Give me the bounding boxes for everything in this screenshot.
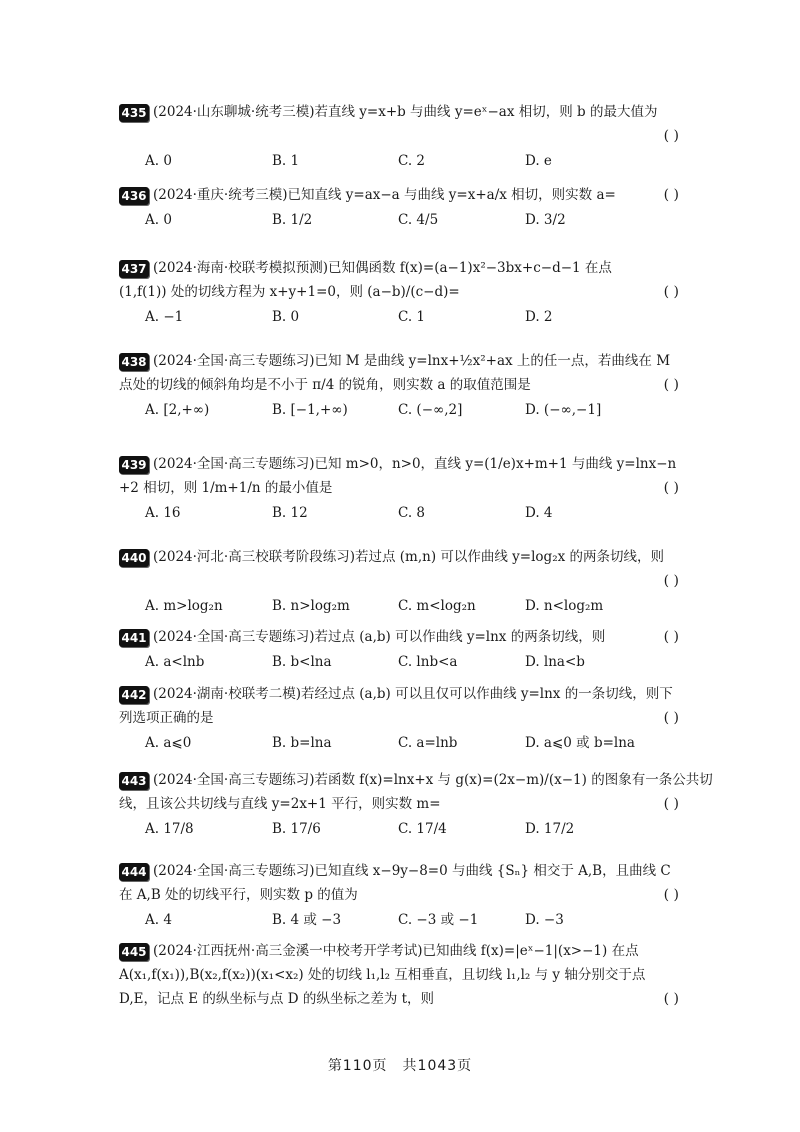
options-row bbox=[119, 397, 679, 423]
option-b: B. [−1,+∞) bbox=[272, 402, 348, 418]
option-a: A. [2,+∞) bbox=[145, 402, 210, 418]
answer-blank: ( ) bbox=[663, 284, 679, 300]
question-number-badge: 435 bbox=[119, 104, 149, 122]
question-line bbox=[119, 373, 679, 397]
question-text: 在 A,B 处的切线平行，则实数 p 的值为 bbox=[119, 887, 358, 903]
option-d: D. 2 bbox=[525, 309, 553, 325]
option-a: A. a⩽0 bbox=[145, 735, 192, 751]
options-row bbox=[119, 500, 679, 526]
question-text: (2024·全国·高三专题练习)已知 m>0，n>0，直线 y=(1/e)x+m+1 与曲线 y=lnx−n bbox=[153, 456, 677, 472]
question-text: (2024·全国·高三专题练习)若过点 (a,b) 可以作曲线 y=lnx 的两条切线，则 bbox=[153, 629, 606, 645]
question-436 bbox=[119, 183, 679, 233]
question-line bbox=[119, 100, 679, 124]
question-line bbox=[119, 569, 679, 593]
option-d: D. lna<b bbox=[525, 654, 585, 670]
page-footer: 第110页 共1043页 bbox=[327, 1058, 473, 1074]
answer-blank: ( ) bbox=[663, 887, 679, 903]
question-line bbox=[119, 183, 679, 207]
answer-blank: ( ) bbox=[663, 480, 679, 496]
option-a: A. 4 bbox=[145, 912, 172, 928]
question-number-badge: 441 bbox=[119, 629, 149, 647]
option-d: D. −3 bbox=[525, 912, 564, 928]
question-text: 列选项正确的是 bbox=[119, 710, 214, 726]
question-text: (2024·山东聊城·统考三模)若直线 y=x+b 与曲线 y=eˣ−ax 相切，则 b 的最大值为 bbox=[153, 104, 658, 120]
question-number-badge: 438 bbox=[119, 353, 149, 371]
question-line bbox=[119, 476, 679, 500]
question-line bbox=[119, 987, 679, 1011]
question-text: (2024·河北·高三校联考阶段练习)若过点 (m,n) 可以作曲线 y=log₂x 的两条切线，则 bbox=[153, 549, 665, 565]
option-b: B. b<lna bbox=[272, 654, 332, 670]
option-b: B. 0 bbox=[272, 309, 300, 325]
option-a: A. 16 bbox=[145, 505, 181, 521]
question-439 bbox=[119, 452, 679, 526]
question-line bbox=[119, 349, 679, 373]
options-row bbox=[119, 816, 679, 842]
question-text: (1,f(1)) 处的切线方程为 x+y+1=0，则 (a−b)/(c−d)= bbox=[119, 284, 460, 300]
option-c: C. 17/4 bbox=[398, 821, 447, 837]
option-a: A. 0 bbox=[145, 153, 172, 169]
question-text: (2024·海南·校联考模拟预测)已知偶函数 f(x)=(a−1)x²−3bx+c−d−1 在点 bbox=[153, 260, 612, 276]
question-line bbox=[119, 939, 679, 963]
option-a: A. 17/8 bbox=[145, 821, 194, 837]
options-row bbox=[119, 148, 679, 174]
question-line bbox=[119, 883, 679, 907]
option-c: C. a=lnb bbox=[398, 735, 458, 751]
option-b: B. 1/2 bbox=[272, 212, 313, 228]
option-a: A. −1 bbox=[145, 309, 184, 325]
question-line bbox=[119, 706, 679, 730]
option-b: B. b=lna bbox=[272, 735, 332, 751]
option-b: B. 1 bbox=[272, 153, 300, 169]
option-d: D. n<log₂m bbox=[525, 598, 604, 614]
question-number-badge: 445 bbox=[119, 943, 149, 961]
question-number-badge: 437 bbox=[119, 260, 149, 278]
question-number-badge: 444 bbox=[119, 863, 149, 881]
question-text: +2 相切，则 1/m+1/n 的最小值是 bbox=[119, 480, 333, 496]
question-441 bbox=[119, 625, 679, 675]
option-c: C. 4/5 bbox=[398, 212, 439, 228]
option-c: C. 2 bbox=[398, 153, 426, 169]
answer-blank: ( ) bbox=[663, 629, 679, 645]
options-row bbox=[119, 649, 679, 675]
option-b: B. 12 bbox=[272, 505, 308, 521]
question-number-badge: 436 bbox=[119, 187, 149, 205]
options-row bbox=[119, 207, 679, 233]
option-c: C. 1 bbox=[398, 309, 426, 325]
question-line bbox=[119, 452, 679, 476]
question-440 bbox=[119, 545, 679, 619]
option-c: C. −3 或 −1 bbox=[398, 912, 479, 928]
option-a: A. m>log₂n bbox=[145, 598, 223, 614]
question-line bbox=[119, 280, 679, 304]
answer-blank: ( ) bbox=[663, 796, 679, 812]
question-number-badge: 439 bbox=[119, 456, 149, 474]
option-c: C. m<log₂n bbox=[398, 598, 476, 614]
question-435 bbox=[119, 100, 679, 174]
question-line bbox=[119, 682, 679, 706]
option-c: C. lnb<a bbox=[398, 654, 458, 670]
question-text: (2024·重庆·统考三模)已知直线 y=ax−a 与曲线 y=x+a/x 相切，则实数 a= bbox=[153, 187, 616, 203]
question-line bbox=[119, 625, 679, 649]
question-444 bbox=[119, 859, 679, 933]
option-b: B. n>log₂m bbox=[272, 598, 350, 614]
question-text: (2024·江西抚州·高三金溪一中校考开学考试)已知曲线 f(x)=|eˣ−1|(x>−1) 在点 bbox=[153, 943, 639, 959]
answer-blank: ( ) bbox=[663, 991, 679, 1007]
option-a: A. a<lnb bbox=[145, 654, 205, 670]
question-line bbox=[119, 792, 679, 816]
answer-blank: ( ) bbox=[663, 573, 679, 589]
question-line bbox=[119, 256, 679, 280]
option-d: D. 17/2 bbox=[525, 821, 575, 837]
options-row bbox=[119, 730, 679, 756]
question-number-badge: 443 bbox=[119, 772, 149, 790]
answer-blank: ( ) bbox=[663, 710, 679, 726]
question-text: (2024·全国·高三专题练习)若函数 f(x)=lnx+x 与 g(x)=(2x−m)/(x−1) 的图象有一条公共切 bbox=[153, 772, 713, 788]
question-445 bbox=[119, 939, 679, 1011]
option-c: C. 8 bbox=[398, 505, 426, 521]
answer-blank: ( ) bbox=[663, 128, 679, 144]
option-d: D. a⩽0 或 b=lna bbox=[525, 735, 635, 751]
question-443 bbox=[119, 768, 713, 842]
question-text: A(x₁,f(x₁)),B(x₂,f(x₂))(x₁<x₂) 处的切线 l₁,l₂ 互相垂直，且切线 l₁,l₂ 与 y 轴分别交于点 bbox=[119, 967, 646, 983]
question-442 bbox=[119, 682, 679, 756]
answer-blank: ( ) bbox=[663, 377, 679, 393]
options-row bbox=[119, 304, 679, 330]
option-d: D. 4 bbox=[525, 505, 553, 521]
question-text: D,E，记点 E 的纵坐标与点 D 的纵坐标之差为 t，则 bbox=[119, 991, 435, 1007]
question-line bbox=[119, 545, 679, 569]
question-text: 线，且该公共切线与直线 y=2x+1 平行，则实数 m= bbox=[119, 796, 441, 812]
answer-blank: ( ) bbox=[663, 187, 679, 203]
question-text: 点处的切线的倾斜角均是不小于 π/4 的锐角，则实数 a 的取值范围是 bbox=[119, 377, 531, 393]
option-c: C. (−∞,2] bbox=[398, 402, 463, 418]
option-d: D. 3/2 bbox=[525, 212, 566, 228]
question-line bbox=[119, 963, 679, 987]
question-line bbox=[119, 124, 679, 148]
question-437 bbox=[119, 256, 679, 330]
question-line bbox=[119, 859, 679, 883]
question-number-badge: 442 bbox=[119, 686, 149, 704]
question-text: (2024·全国·高三专题练习)已知直线 x−9y−8=0 与曲线 {Sₙ} 相交于 A,B，且曲线 C bbox=[153, 863, 671, 879]
question-text: (2024·全国·高三专题练习)已知 M 是曲线 y=lnx+½x²+ax 上的任一点，若曲线在 M bbox=[153, 353, 671, 369]
option-b: B. 4 或 −3 bbox=[272, 912, 342, 928]
question-text: (2024·湖南·校联考二模)若经过点 (a,b) 可以且仅可以作曲线 y=lnx 的一条切线，则下 bbox=[153, 686, 673, 702]
option-d: D. (−∞,−1] bbox=[525, 402, 602, 418]
options-row bbox=[119, 593, 679, 619]
question-number-badge: 440 bbox=[119, 549, 149, 567]
question-438 bbox=[119, 349, 679, 423]
option-b: B. 17/6 bbox=[272, 821, 321, 837]
option-a: A. 0 bbox=[145, 212, 172, 228]
question-line bbox=[119, 768, 713, 792]
options-row bbox=[119, 907, 679, 933]
option-d: D. e bbox=[525, 153, 552, 169]
